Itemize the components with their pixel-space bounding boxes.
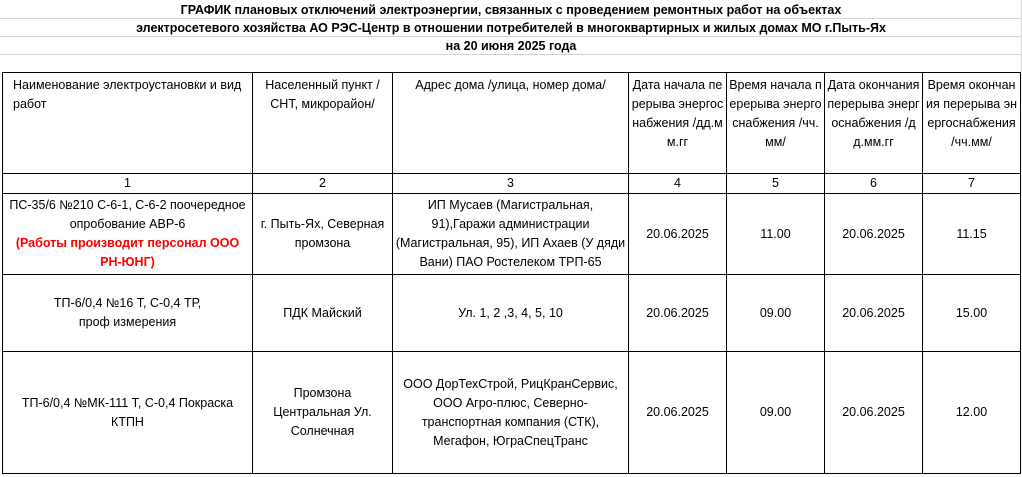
installation-text: ТП-6/0,4 №МК-111 Т, С-0,4 Покраска КТПН [21, 395, 234, 429]
header-address[interactable]: Адрес дома /улица, номер дома/ [393, 73, 629, 174]
column-number[interactable]: 1 [3, 174, 253, 194]
cell-start-date[interactable]: 20.06.2025 [629, 275, 727, 352]
cell-address[interactable]: ИП Мусаев (Магистральная, 91),Гаражи администрации (Магистральная, 95), ИП Ахаев (У дяди Вани) ПАО Ростелеком ТРП-65 [393, 194, 629, 275]
cell-locality[interactable]: г. Пыть-Ях, Северная промзона [253, 194, 393, 275]
header-row [3, 73, 1021, 174]
cell-start-time[interactable]: 09.00 [727, 275, 825, 352]
cell-start-date[interactable]: 20.06.2025 [629, 194, 727, 275]
column-number[interactable]: 3 [393, 174, 629, 194]
header-start-date[interactable]: Дата начала перерыва энергоснабжения /дд.мм.гг [629, 73, 727, 174]
title-line-2: электросетевого хозяйства АО РЭС-Центр в отношении потребителей в многоквартирных и жилых домах МО г.Пыть-Ях [136, 21, 886, 35]
header-end-time[interactable]: Время окончания перерыва энергоснабжения /чч.мм/ [923, 73, 1021, 174]
cell-installation[interactable] [3, 275, 253, 352]
cell-start-date[interactable]: 20.06.2025 [629, 352, 727, 474]
column-number[interactable]: 4 [629, 174, 727, 194]
header-start-time[interactable]: Время начала перерыва энергоснабжения /чч.мм/ [727, 73, 825, 174]
table-row [3, 275, 1021, 352]
title-line-1: ГРАФИК плановых отключений электроэнергии, связанных с проведением ремонтных работ на объектах [180, 3, 842, 17]
column-number[interactable]: 7 [923, 174, 1021, 194]
cell-locality[interactable]: ПДК Майский [253, 275, 393, 352]
table-row [3, 352, 1021, 474]
cell-installation[interactable] [3, 352, 253, 474]
cell-end-time[interactable]: 12.00 [923, 352, 1021, 474]
column-number[interactable]: 6 [825, 174, 923, 194]
cell-end-date[interactable]: 20.06.2025 [825, 275, 923, 352]
cell-end-date[interactable]: 20.06.2025 [825, 352, 923, 474]
header-locality[interactable]: Населенный пункт /СНТ, микрорайон/ [253, 73, 393, 174]
title-line-3: на 20 июня 2025 года [445, 39, 577, 53]
table-row [3, 194, 1021, 275]
locality-text: Промзона Центральная Ул. Солнечная [273, 386, 372, 438]
column-number[interactable]: 2 [253, 174, 393, 194]
installation-text: ПС-35/6 №210 С-6-1, С-6-2 поочередное опробование АВР-6 [9, 198, 246, 231]
cell-start-time[interactable]: 11.00 [727, 194, 825, 275]
cell-locality[interactable] [253, 352, 393, 474]
column-number-row [3, 174, 1021, 194]
outage-schedule-table [2, 72, 1021, 474]
cell-end-time[interactable]: 15.00 [923, 275, 1021, 352]
cell-start-time[interactable]: 09.00 [727, 352, 825, 474]
cell-end-date[interactable]: 20.06.2025 [825, 194, 923, 275]
cell-installation[interactable] [3, 194, 253, 275]
installation-note: (Работы производит персонал ООО РН-ЮНГ) [15, 236, 240, 269]
cell-address[interactable]: Ул. 1, 2 ,3, 4, 5, 10 [393, 275, 629, 352]
header-end-date[interactable]: Дата окончания перерыва энергоснабжения /дд.мм.гг [825, 73, 923, 174]
column-number[interactable]: 5 [727, 174, 825, 194]
cell-address[interactable]: ООО ДорТехСтрой, РицКранСервис, ООО Агро-плюс, Северно-транспортная компания (СТК), Мегафон, ЮграСпецТранс [393, 352, 629, 474]
header-installation[interactable]: Наименование электроустановки и вид работ [3, 73, 253, 174]
installation-text: ТП-6/0,4 №16 Т, С-0,4 ТР, проф измерения [53, 296, 202, 329]
cell-end-time[interactable]: 11.15 [923, 194, 1021, 275]
